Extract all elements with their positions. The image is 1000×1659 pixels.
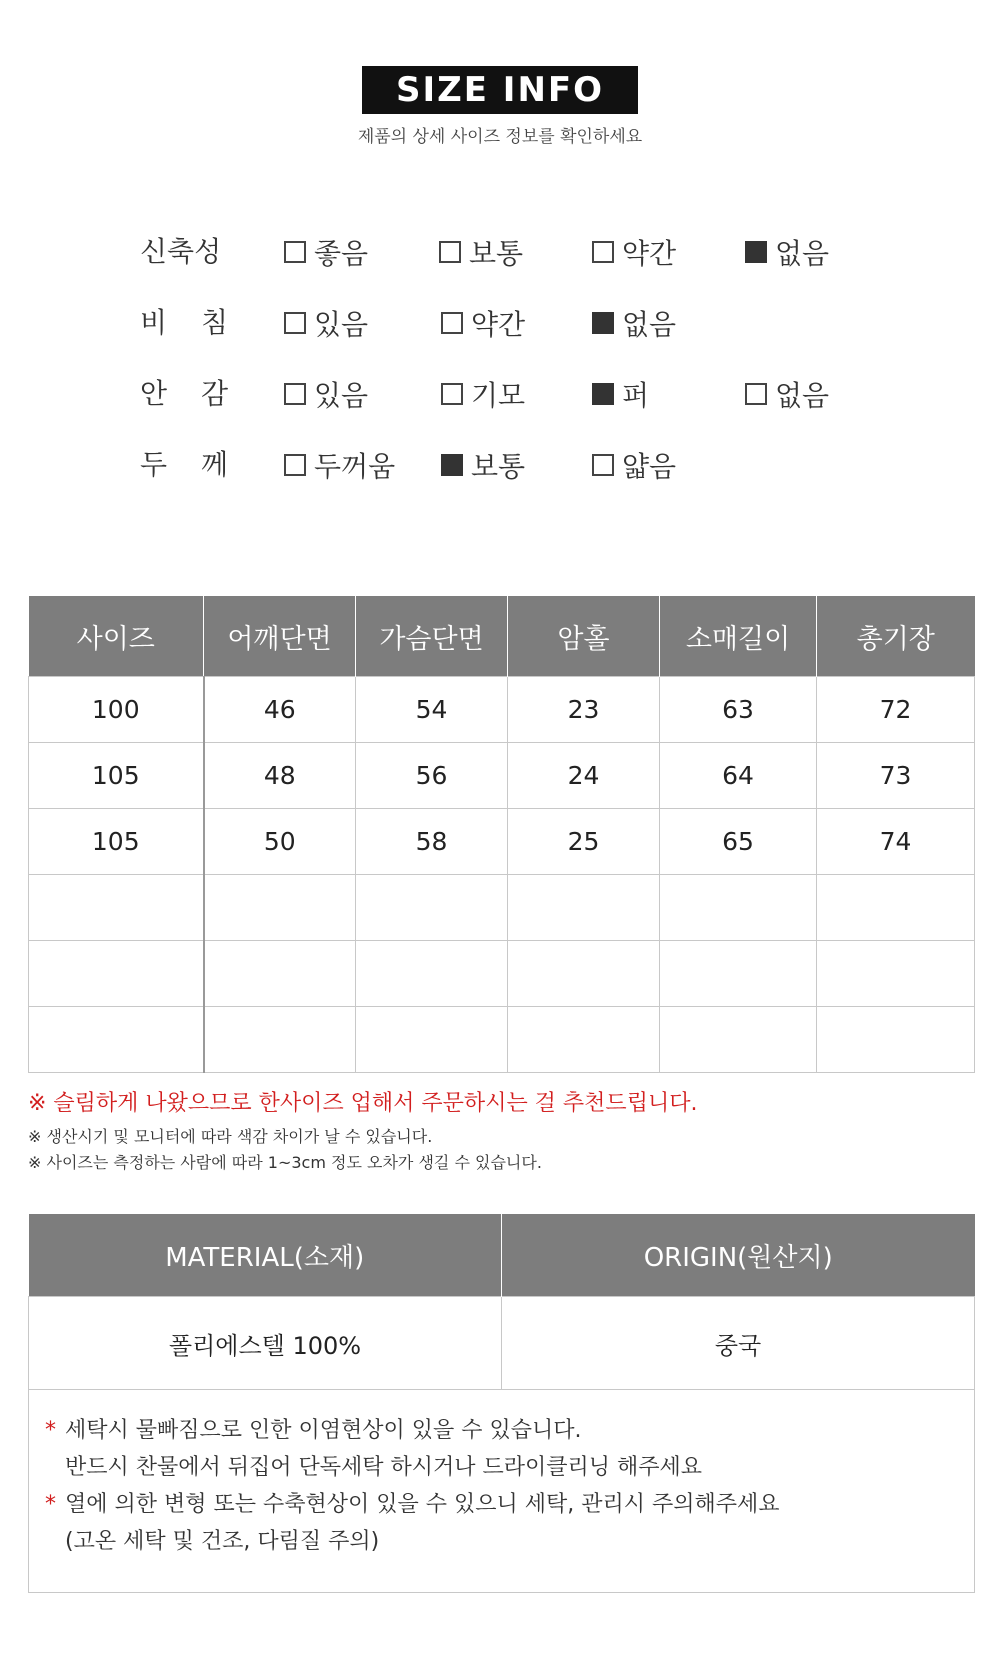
checkbox-checked-icon [592,383,614,405]
origin-value: 중국 [502,1297,975,1390]
table-cell: 23 [508,677,660,743]
option-lining-fur[interactable]: 퍼 [592,374,649,414]
size-header-shoulder: 어깨단면 [204,596,356,677]
checkbox-icon [284,312,306,334]
note-color-difference: ※ 생산시기 및 모니터에 따라 색감 차이가 날 수 있습니다. [28,1127,433,1146]
table-row [29,677,975,743]
table-row [29,941,975,1007]
note-recommendation: ※ 슬림하게 나왔으므로 한사이즈 업해서 주문하시는 걸 추천드립니다. [28,1091,698,1116]
table-cell [29,1007,204,1073]
option-lining-yes[interactable]: 있음 [284,374,368,414]
table-cell: 64 [660,743,817,809]
attr-label-char: 비 [140,306,168,339]
asterisk-mark [45,1523,65,1560]
table-cell [204,875,356,941]
attr-label-lining [140,374,228,414]
checkbox-icon [284,241,306,263]
option-sheer-slight[interactable]: 약간 [441,303,525,343]
table-cell [356,941,508,1007]
table-cell: 74 [817,809,975,875]
size-header-chest: 가슴단면 [356,596,508,677]
size-table-header-row [29,596,975,677]
note-measurement-error: ※ 사이즈는 측정하는 사람에 따라 1~3cm 정도 오차가 생길 수 있습니다. [28,1153,542,1172]
attr-label-char: 두 [140,448,168,481]
option-sheer-yes[interactable]: 있음 [284,303,368,343]
table-row [29,809,975,875]
table-cell: 50 [204,809,356,875]
checkbox-checked-icon [441,454,463,476]
table-cell: 56 [356,743,508,809]
table-cell: 73 [817,743,975,809]
attr-label-char: 침 [200,306,228,339]
care-line: (고온 세탁 및 건조, 다림질 주의) [45,1523,974,1560]
material-header: MATERIAL(소재) [29,1214,502,1297]
attr-label-char: 께 [200,448,228,481]
option-elasticity-good[interactable]: 좋음 [284,232,368,272]
table-cell [817,941,975,1007]
table-cell [817,1007,975,1073]
table-cell: 24 [508,743,660,809]
attr-label-char: 감 [200,377,228,410]
table-cell: 100 [29,677,204,743]
checkbox-icon [592,241,614,263]
size-table [28,596,975,1073]
care-instructions [29,1390,975,1593]
table-cell: 65 [660,809,817,875]
table-cell [508,1007,660,1073]
checkbox-icon [441,383,463,405]
size-header-armhole: 암홀 [508,596,660,677]
table-row [29,875,975,941]
table-cell [660,941,817,1007]
table-cell: 63 [660,677,817,743]
table-row [29,743,975,809]
option-elasticity-slight[interactable]: 약간 [592,232,676,272]
option-thickness-normal[interactable]: 보통 [441,445,525,485]
table-cell: 105 [29,743,204,809]
table-cell: 72 [817,677,975,743]
attr-label-thickness [140,445,228,485]
table-cell: 46 [204,677,356,743]
option-lining-none[interactable]: 없음 [745,374,829,414]
table-cell [356,875,508,941]
checkbox-icon [592,454,614,476]
material-table [28,1214,975,1593]
option-elasticity-normal[interactable]: 보통 [439,232,523,272]
checkbox-icon [745,383,767,405]
checkbox-checked-icon [592,312,614,334]
origin-header: ORIGIN(원산지) [502,1214,975,1297]
option-sheer-none[interactable]: 없음 [592,303,676,343]
option-elasticity-none[interactable]: 없음 [745,232,829,272]
checkbox-icon [284,454,306,476]
table-cell [508,941,660,1007]
option-thickness-thick[interactable]: 두꺼움 [284,445,395,485]
care-line: 반드시 찬물에서 뒤집어 단독세탁 하시거나 드라이클리닝 해주세요 [45,1449,974,1486]
page-title: SIZE INFO [362,66,638,114]
size-header-sleeve: 소매길이 [660,596,817,677]
material-header-row [29,1214,975,1297]
care-row [29,1390,975,1593]
size-header-size: 사이즈 [29,596,204,677]
table-cell [204,1007,356,1073]
page-subtitle: 제품의 상세 사이즈 정보를 확인하세요 [357,127,643,147]
care-line: * 열에 의한 변형 또는 수축현상이 있을 수 있으니 세탁, 관리시 주의해주세요 [45,1486,974,1523]
table-cell [660,1007,817,1073]
table-cell: 58 [356,809,508,875]
table-cell [356,1007,508,1073]
table-cell: 25 [508,809,660,875]
table-cell: 48 [204,743,356,809]
size-header-length: 총기장 [817,596,975,677]
table-cell [817,875,975,941]
attr-label-char: 안 [140,377,168,410]
asterisk-mark [45,1449,65,1486]
table-cell [660,875,817,941]
checkbox-icon [441,312,463,334]
material-value-row [29,1297,975,1390]
table-cell: 105 [29,809,204,875]
asterisk-mark: * [45,1418,56,1443]
checkbox-icon [284,383,306,405]
care-line: * 세탁시 물빠짐으로 인한 이염현상이 있을 수 있습니다. [45,1412,974,1449]
material-value: 폴리에스텔 100% [29,1297,502,1390]
attr-label-elasticity: 신축성 [140,235,222,268]
table-cell: 54 [356,677,508,743]
table-cell [29,941,204,1007]
checkbox-checked-icon [745,241,767,263]
table-row [29,1007,975,1073]
asterisk-mark: * [45,1492,56,1517]
option-lining-brushed[interactable]: 기모 [441,374,525,414]
option-thickness-thin[interactable]: 얇음 [592,445,676,485]
table-cell [29,875,204,941]
attr-label-sheerness [140,303,228,343]
table-cell [508,875,660,941]
table-cell [204,941,356,1007]
checkbox-icon [439,241,461,263]
